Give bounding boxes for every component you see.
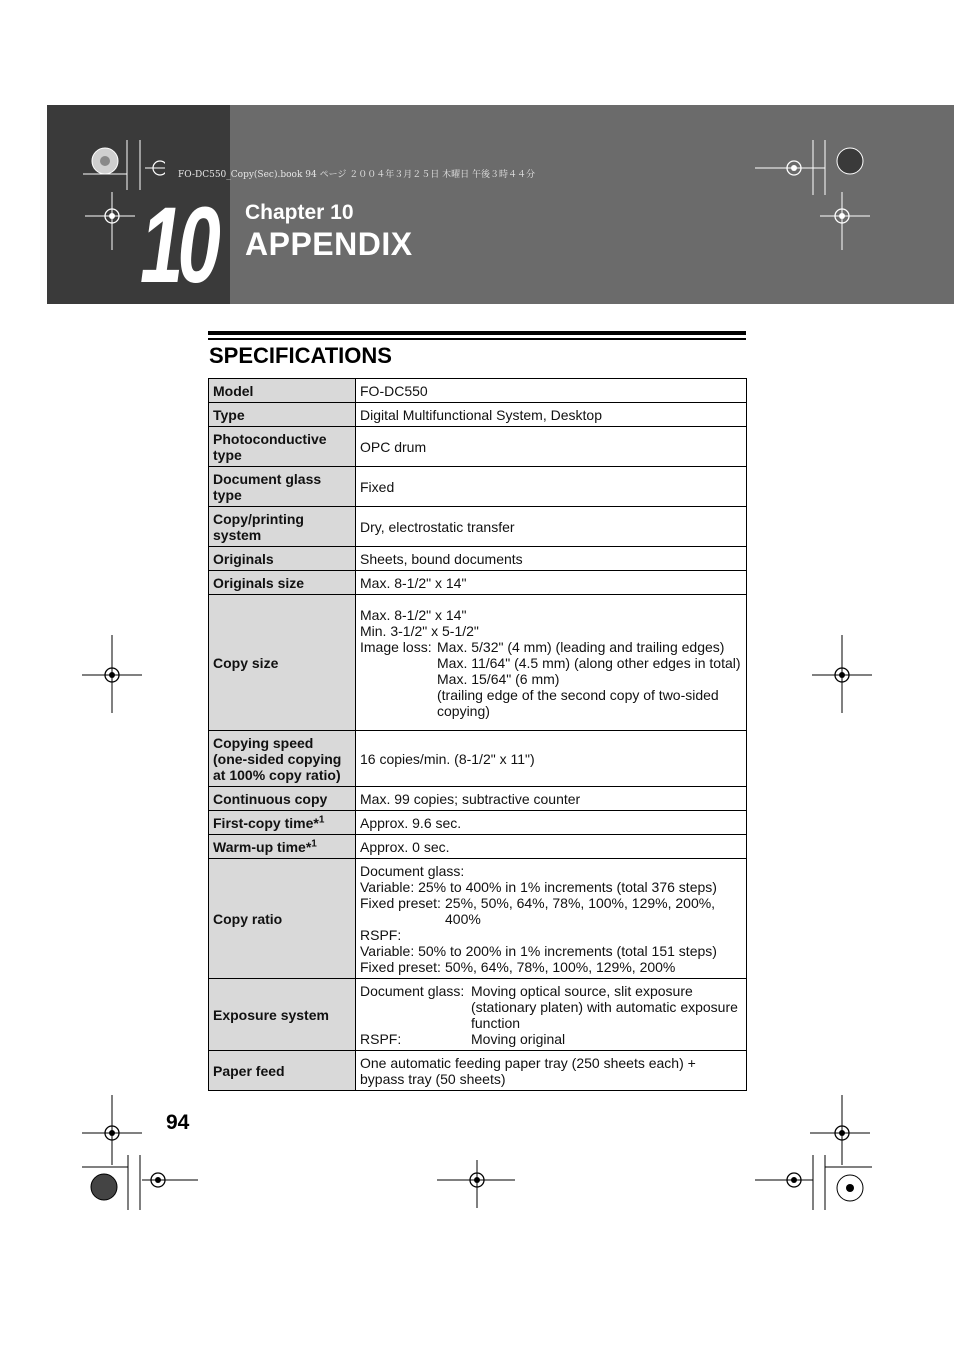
row-label bbox=[209, 835, 356, 859]
chapter-number: 10 bbox=[140, 184, 215, 305]
footnote-marker: 1 bbox=[311, 837, 317, 849]
exposure-doc-glass-key: Document glass: bbox=[360, 982, 465, 999]
first-copy-label: First-copy time* bbox=[213, 814, 319, 831]
image-loss-value-1: Max. 5/32" (4 mm) (leading and trailing edges) bbox=[437, 638, 725, 655]
row-label: Copy ratio bbox=[209, 859, 356, 979]
table-row bbox=[209, 979, 747, 1051]
row-value bbox=[356, 595, 747, 731]
row-value: One automatic feeding paper tray (250 sheets each) + bypass tray (50 sheets) bbox=[356, 1051, 747, 1091]
registration-crosshair-left-upper bbox=[85, 192, 145, 252]
table-row bbox=[209, 427, 747, 467]
image-loss-block bbox=[360, 639, 742, 655]
table-row bbox=[209, 811, 747, 835]
file-stamp: FO-DC550_Copy(Sec).book 94 ページ ２００４年３月２５日 木曜日 午後３時４４分 bbox=[178, 170, 535, 180]
table-row bbox=[209, 547, 747, 571]
copy-ratio-fixed-1-block bbox=[360, 895, 742, 927]
row-value: Max. 99 copies; subtractive counter bbox=[356, 787, 747, 811]
row-label: Exposure system bbox=[209, 979, 356, 1051]
row-value: Digital Multifunctional System, Desktop bbox=[356, 403, 747, 427]
row-value: OPC drum bbox=[356, 427, 747, 467]
page-number: 94 bbox=[166, 1111, 190, 1134]
row-value bbox=[356, 859, 747, 979]
image-loss-key: Image loss: bbox=[360, 638, 432, 655]
registration-crosshair-right-upper bbox=[815, 192, 875, 252]
row-value: Approx. 0 sec. bbox=[356, 835, 747, 859]
row-label: Originals size bbox=[209, 571, 356, 595]
table-row bbox=[209, 467, 747, 507]
exposure-doc-glass-block bbox=[360, 983, 742, 1031]
row-label: Copy size bbox=[209, 595, 356, 731]
row-value: FO-DC550 bbox=[356, 379, 747, 403]
exposure-rspf-block bbox=[360, 1031, 742, 1047]
row-label: Document glass type bbox=[209, 467, 356, 507]
row-value: Dry, electrostatic transfer bbox=[356, 507, 747, 547]
specifications-table bbox=[208, 378, 747, 1091]
image-loss-value-4: (trailing edge of the second copy of two-sided copying) bbox=[437, 686, 719, 719]
copy-ratio-variable-2: Variable: 50% to 200% in 1% increments (total 151 steps) bbox=[360, 942, 717, 959]
table-row bbox=[209, 787, 747, 811]
copy-ratio-rspf: RSPF: bbox=[360, 926, 402, 943]
table-row bbox=[209, 403, 747, 427]
section-rule-thin bbox=[208, 338, 746, 340]
row-value bbox=[356, 979, 747, 1051]
copy-size-max: Max. 8-1/2" x 14" bbox=[360, 606, 467, 623]
registration-crosshair-bottom-center bbox=[437, 1160, 517, 1210]
table-row bbox=[209, 1051, 747, 1091]
section-rule-thick bbox=[208, 331, 746, 335]
fixed-preset-key: Fixed preset: bbox=[360, 894, 441, 911]
fixed-preset-key: Fixed preset: bbox=[360, 958, 441, 975]
copy-ratio-fixed-2-block bbox=[360, 959, 742, 975]
row-label: Type bbox=[209, 403, 356, 427]
row-value: Sheets, bound documents bbox=[356, 547, 747, 571]
chapter-title: APPENDIX bbox=[245, 226, 413, 262]
registration-crosshair-right-middle bbox=[810, 635, 880, 715]
row-label: Model bbox=[209, 379, 356, 403]
image-loss-value-3: Max. 15/64" (6 mm) bbox=[437, 670, 560, 687]
warm-up-label: Warm-up time* bbox=[213, 838, 312, 855]
row-value: Fixed bbox=[356, 467, 747, 507]
table-row bbox=[209, 379, 747, 403]
row-label: Continuous copy bbox=[209, 787, 356, 811]
row-label: Copy/printing system bbox=[209, 507, 356, 547]
footnote-marker: 1 bbox=[318, 813, 325, 825]
fixed-preset-values-2: 50%, 64%, 78%, 100%, 129%, 200% bbox=[445, 958, 676, 975]
row-label: Paper feed bbox=[209, 1051, 356, 1091]
table-row bbox=[209, 571, 747, 595]
row-label: Originals bbox=[209, 547, 356, 571]
copy-ratio-variable-1: Variable: 25% to 400% in 1% increments (total 376 steps) bbox=[360, 878, 717, 895]
table-row bbox=[209, 595, 747, 731]
image-loss-value-2: Max. 11/64" (4.5 mm) (along other edges in total) bbox=[437, 654, 741, 671]
row-label: Photoconductive type bbox=[209, 427, 356, 467]
exposure-rspf-value: Moving original bbox=[471, 1030, 566, 1047]
exposure-doc-glass-value: Moving optical source, slit exposure (stationary platen) with automatic exposure function bbox=[471, 982, 738, 1031]
copy-size-min: Min. 3-1/2" x 5-1/2" bbox=[360, 622, 479, 639]
copy-ratio-doc-glass: Document glass: bbox=[360, 862, 465, 879]
registration-mark-bottom-right bbox=[755, 1095, 875, 1215]
chapter-label: Chapter 10 bbox=[245, 201, 354, 224]
row-value: Max. 8-1/2" x 14" bbox=[356, 571, 747, 595]
row-label bbox=[209, 811, 356, 835]
registration-crosshair-left-middle bbox=[80, 635, 150, 715]
row-value: Approx. 9.6 sec. bbox=[356, 811, 747, 835]
section-title: SPECIFICATIONS bbox=[209, 343, 392, 368]
table-row bbox=[209, 859, 747, 979]
row-value: 16 copies/min. (8-1/2" x 11") bbox=[356, 731, 747, 787]
exposure-rspf-key: RSPF: bbox=[360, 1030, 402, 1047]
table-row bbox=[209, 731, 747, 787]
table-row bbox=[209, 507, 747, 547]
row-label: Copying speed (one-sided copying at 100% copy ratio) bbox=[209, 731, 356, 787]
fixed-preset-values-1: 25%, 50%, 64%, 78%, 100%, 129%, 200%, 400% bbox=[445, 894, 716, 927]
table-row bbox=[209, 835, 747, 859]
